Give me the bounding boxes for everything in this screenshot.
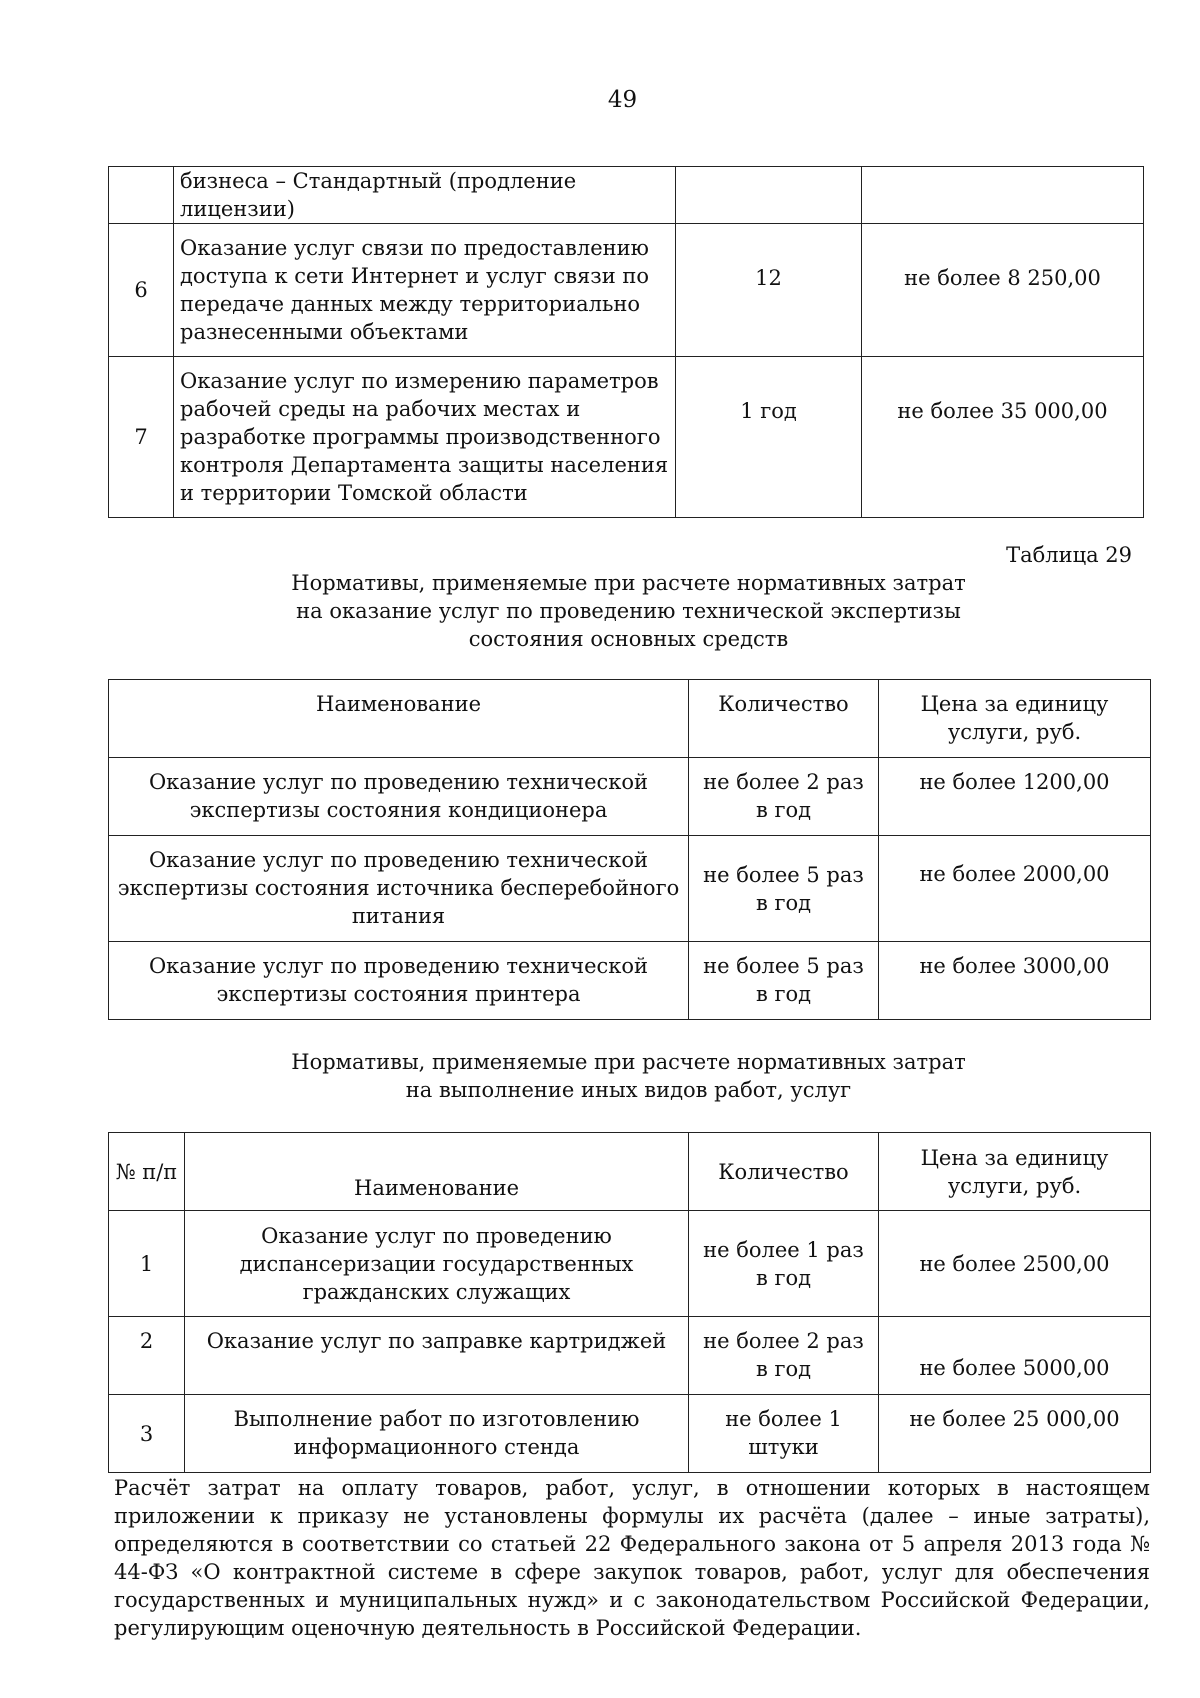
quantity: не более 5 раз в год <box>689 942 879 1020</box>
other-works-heading <box>0 1048 1200 1104</box>
quantity: не более 1 раз в год <box>689 1211 879 1317</box>
table-row <box>109 1317 1151 1395</box>
price: не более 2500,00 <box>879 1211 1151 1317</box>
price: не более 25 000,00 <box>879 1395 1151 1473</box>
table-row <box>109 224 1144 357</box>
page-number: 49 <box>607 87 638 113</box>
service-name: Оказание услуг связи по предоставлению доступа к сети Интернет и услуг связи по передаче данных между территориально разнесенными объектами <box>174 224 676 357</box>
heading-line: Нормативы, применяемые при расчете нормативных затрат <box>291 571 966 595</box>
price: не более 2000,00 <box>879 836 1151 942</box>
header-name: Наименование <box>185 1133 689 1211</box>
continuation-table <box>108 166 1144 518</box>
table-row <box>109 1211 1151 1317</box>
heading-line: Нормативы, применяемые при расчете нормативных затрат <box>291 1050 966 1074</box>
price <box>862 167 1144 224</box>
price: не более 1200,00 <box>879 758 1151 836</box>
quantity: не более 1 штуки <box>689 1395 879 1473</box>
header-price: Цена за единицу услуги, руб. <box>879 680 1151 758</box>
price: не более 35 000,00 <box>862 357 1144 518</box>
quantity: 1 год <box>676 357 862 518</box>
quantity <box>676 167 862 224</box>
heading-line: на выполнение иных видов работ, услуг <box>405 1078 852 1102</box>
table-row <box>109 758 1151 836</box>
table-row <box>109 357 1144 518</box>
row-number <box>109 167 174 224</box>
closing-paragraph <box>114 1474 1150 1642</box>
service-name: Оказание услуг по проведению технической экспертизы состояния кондиционера <box>109 758 689 836</box>
service-name: Оказание услуг по проведению технической экспертизы состояния источника бесперебойного питания <box>109 836 689 942</box>
table-row <box>109 1395 1151 1473</box>
service-name: бизнеса – Стандартный (продление лицензии) <box>174 167 676 224</box>
row-number: 1 <box>109 1211 185 1317</box>
price: не более 3000,00 <box>879 942 1151 1020</box>
price: не более 5000,00 <box>879 1317 1151 1395</box>
table-row <box>109 836 1151 942</box>
table-row <box>109 167 1144 224</box>
service-name: Оказание услуг по заправке картриджей <box>185 1317 689 1395</box>
heading-line: состояния основных средств <box>468 627 789 651</box>
row-number: 6 <box>109 224 174 357</box>
service-name: Оказание услуг по проведению диспансеризации государственных гражданских служащих <box>185 1211 689 1317</box>
row-number: 7 <box>109 357 174 518</box>
table-29 <box>108 679 1151 1020</box>
row-number: 2 <box>109 1317 185 1395</box>
paragraph-text: Расчёт затрат на оплату товаров, работ, услуг, в отношении которых в настоящем приложении к приказу не установлены формулы их расчёта (далее – иные затраты), определяются в соответствии со статьей 22 Федерального закона от 5 апреля 2013 года № 44-ФЗ «О контрактной системе в сфере закупок товаров, работ, услуг для обеспечения государственных и муниципальных нужд» и с законодательством Российской Федерации, регулирующим оценочную деятельность в Российской Федерации. <box>114 1476 1150 1640</box>
header-quantity: Количество <box>689 680 879 758</box>
service-name: Оказание услуг по проведению технической экспертизы состояния принтера <box>109 942 689 1020</box>
quantity: не более 2 раз в год <box>689 1317 879 1395</box>
row-number: 3 <box>109 1395 185 1473</box>
service-name: Выполнение работ по изготовлению информационного стенда <box>185 1395 689 1473</box>
header-name: Наименование <box>109 680 689 758</box>
other-works-table <box>108 1132 1151 1473</box>
quantity: не более 5 раз в год <box>689 836 879 942</box>
table-header-row <box>109 1133 1151 1211</box>
table-header-row <box>109 680 1151 758</box>
quantity: 12 <box>676 224 862 357</box>
heading-line: на оказание услуг по проведению технической экспертизы <box>296 599 961 623</box>
quantity: не более 2 раз в год <box>689 758 879 836</box>
price: не более 8 250,00 <box>862 224 1144 357</box>
header-number: № п/п <box>109 1133 185 1211</box>
header-quantity: Количество <box>689 1133 879 1211</box>
table29-heading <box>0 569 1200 653</box>
service-name: Оказание услуг по измерению параметров рабочей среды на рабочих местах и разработке программы производственного контроля Департамента защиты населения и территории Томской области <box>174 357 676 518</box>
table-row <box>109 942 1151 1020</box>
header-price: Цена за единицу услуги, руб. <box>879 1133 1151 1211</box>
table-label: Таблица 29 <box>1006 543 1132 567</box>
